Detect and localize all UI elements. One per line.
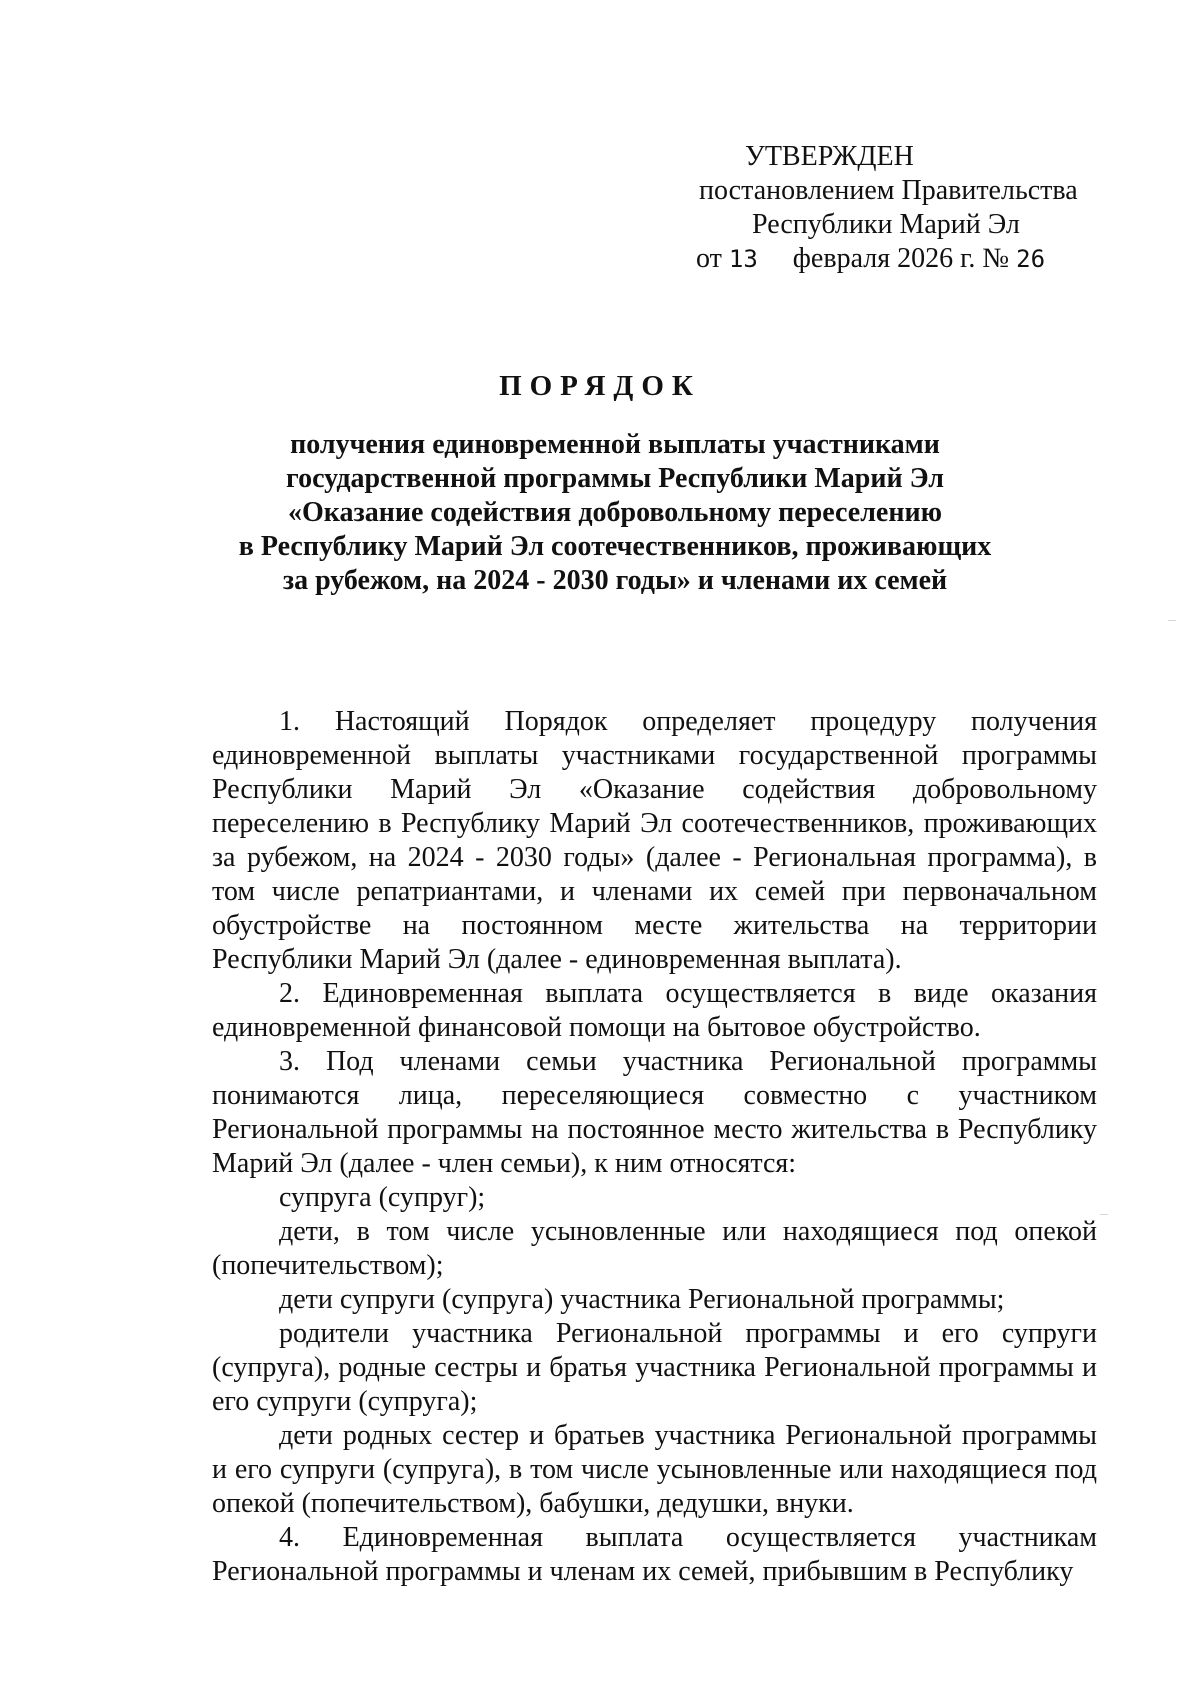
subtitle-line: государственной программы Республики Марий Эл [286,463,944,494]
document-title: ПОРЯДОК [499,370,701,402]
family-member-item: супруга (супруг); [279,1182,486,1213]
subtitle-line: в Республику Марий Эл соотечественников, проживающих [238,531,992,562]
document-body [212,705,1097,1589]
paragraph-1: 1. Настоящий Порядок определяет процедуру получения единовременной выплаты участниками государственной программы Республики Марий Эл «Оказание содействия добровольному переселению в Республику Марий Эл соотечественников, проживающих за рубежом, на 2024 - 2030 годы» (далее - Региональная программа), в том числе репатриантами, и членами их семей при первоначальном обустройстве на постоянном месте жительства на территории Республики Марий Эл (далее - единовременная выплата). [212,706,1097,975]
approval-stamp-block [640,140,1090,276]
date-month-year: февраля 2026 г. № [792,243,1017,274]
approval-decree-line: постановлением Правительства [699,175,1078,206]
scan-mark [1100,1214,1108,1215]
decree-number: 26 [1016,245,1046,273]
family-member-item: дети родных сестер и братьев участника Региональной программы и его супруги (супруга), в том числе усыновленные или находящиеся под опекой (попечительством), бабушки, дедушки, внуки. [212,1420,1097,1519]
date-prefix: от [696,243,729,274]
paragraph-2: 2. Единовременная выплата осуществляется в виде оказания единовременной финансовой помощи на бытовое обустройство. [212,978,1097,1043]
approval-republic-line: Республики Марий Эл [752,209,1020,240]
paragraph-4: 4. Единовременная выплата осуществляется участникам Региональной программы и членам их семей, прибывшим в Республику [212,1522,1097,1587]
subtitle-line: за рубежом, на 2024 - 2030 годы» и членами их семей [282,565,948,596]
family-member-item: дети, в том числе усыновленные или находящиеся под опекой (попечительством); [212,1216,1097,1281]
family-member-item: родители участника Региональной программы и его супруги (супруга), родные сестры и братья участника Региональной программы и его супруги (супруга); [212,1318,1097,1417]
date-day: 13 [728,245,758,273]
approval-heading: УТВЕРЖДЕН [745,141,914,172]
subtitle-line: получения единовременной выплаты участниками [290,429,940,460]
family-member-item: дети супруги (супруга) участника Региональной программы; [279,1284,1005,1315]
approval-date-line [640,242,1090,276]
subtitle-line: «Оказание содействия добровольному переселению [287,497,943,528]
scan-mark [1168,620,1176,621]
document-subtitle [215,428,1015,598]
paragraph-3: 3. Под членами семьи участника Региональной программы понимаются лица, переселяющиеся совместно с участником Региональной программы на постоянное место жительства в Республику Марий Эл (далее - член семьи), к ним относятся: [212,1046,1097,1179]
